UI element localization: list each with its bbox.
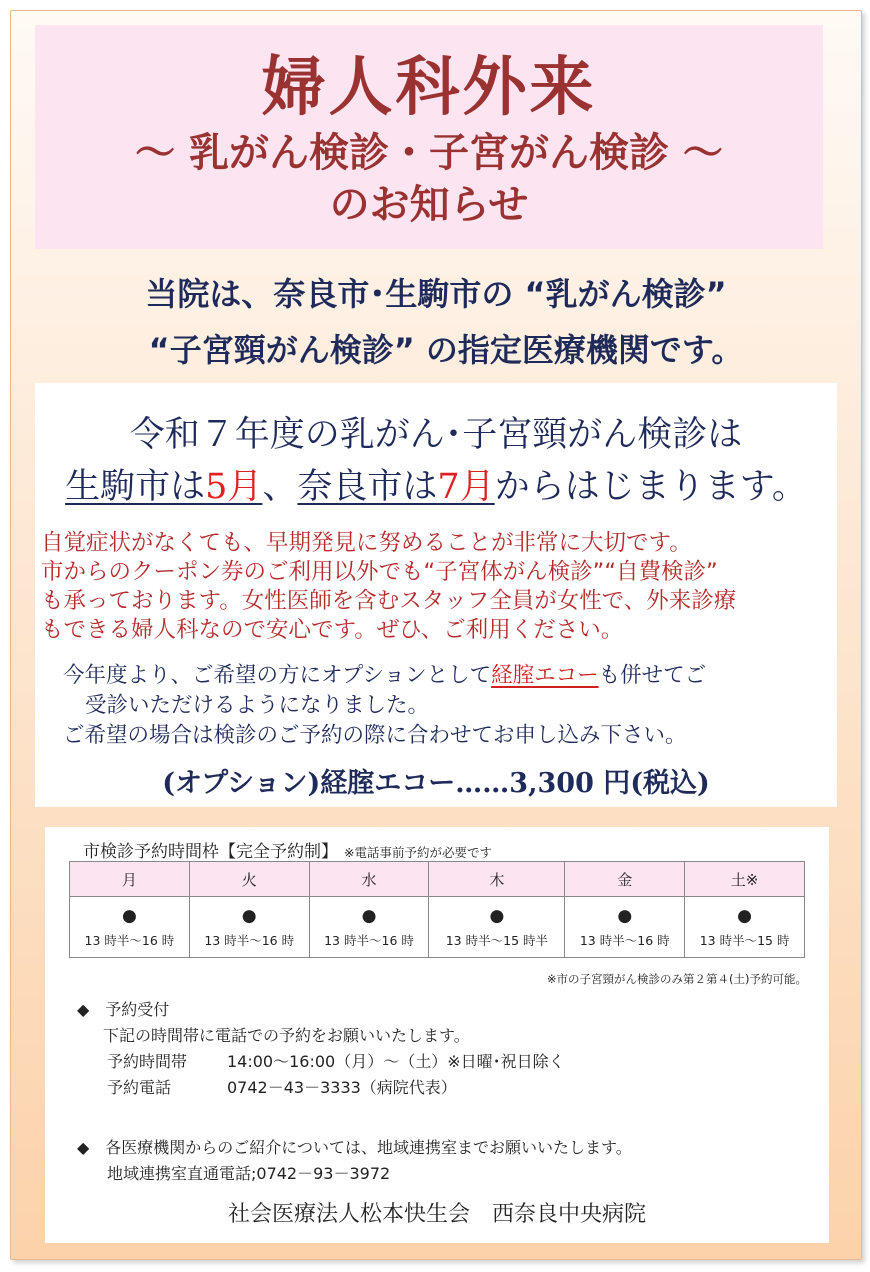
schedule-cell xyxy=(70,897,190,958)
schedule-box xyxy=(45,827,829,1243)
option-text: 今年度より、ご希望の方にオプションとして xyxy=(63,663,492,688)
schedule-row xyxy=(70,897,805,958)
schedule-cell xyxy=(429,897,565,958)
phone-value: 0742－43－3333（病院代表） xyxy=(227,1078,457,1097)
schedule-cell xyxy=(565,897,685,958)
start-dates xyxy=(35,459,837,509)
nara-start xyxy=(297,467,494,507)
notice-line: も承っております。女性医師を含むスタッフ全員が女性で、外来診療 xyxy=(41,588,737,614)
lead-line-2: “子宮頸がん検診” の指定医療機関です。 xyxy=(148,331,744,369)
notice-paragraph xyxy=(41,529,837,645)
option-price: (オプション)経腟エコー……3,300 円(税込) xyxy=(162,768,710,799)
ikoma-month: 5月 xyxy=(205,467,263,507)
notice-line: もできる婦人科なので安心です。ぜひ、ご利用ください。 xyxy=(41,617,624,643)
start-suffix: からはじまります。 xyxy=(494,467,807,507)
day-header: 火 xyxy=(189,862,309,897)
reservation-section xyxy=(77,997,565,1101)
ikoma-label: 生駒市は xyxy=(65,467,206,507)
schedule-table xyxy=(69,861,805,958)
reservation-heading: ◆ 予約受付 xyxy=(77,1000,170,1019)
option-text: も併せてご xyxy=(598,663,707,688)
time-slot: 13 時半～16 時 xyxy=(579,933,670,948)
schedule-title xyxy=(83,837,492,862)
day-header: 月 xyxy=(70,862,190,897)
title-box xyxy=(35,25,823,249)
page-subtitle: ～ 乳がん検診・子宮がん検診 ～ xyxy=(135,130,723,176)
option-line-2: 受診いただけるようになりました。 xyxy=(85,693,430,718)
time-slot: 13 時半～16 時 xyxy=(84,933,175,948)
option-line-3: ご希望の場合は検診のご予約の際に合わせてお申し込み下さい。 xyxy=(63,723,687,748)
hours-value: 14:00～16:00（月）～（土）※日曜･祝日除く xyxy=(227,1052,565,1071)
referral-section xyxy=(77,1135,632,1187)
page-notice-label: のお知らせ xyxy=(329,182,529,228)
referral-heading: ◆ 各医療機関からのご紹介については、地域連携室までお願いいたします。 xyxy=(77,1138,632,1157)
hours-label: 予約時間帯 xyxy=(107,1052,188,1071)
lead-line-1: 当院は、奈良市･生駒市の “乳がん検診” xyxy=(145,275,727,313)
day-header: 水 xyxy=(309,862,429,897)
available-mark: ● xyxy=(617,906,633,926)
available-mark: ● xyxy=(489,906,505,926)
announcement-box xyxy=(35,383,837,807)
reservation-hours xyxy=(77,1049,565,1075)
time-slot: 13 時半～15 時 xyxy=(699,933,790,948)
ikoma-start xyxy=(65,467,262,507)
referral-phone: 地域連携室直通電話;0742－93－3972 xyxy=(107,1164,391,1183)
comma: 、 xyxy=(262,467,298,507)
available-mark: ● xyxy=(361,906,377,926)
nara-month: 7月 xyxy=(437,467,495,507)
reservation-desc: 下記の時間帯に電話での予約をお願いいたします。 xyxy=(103,1026,470,1045)
schedule-title-text: 市検診予約時間枠【完全予約制】 xyxy=(83,842,338,862)
poster xyxy=(10,10,862,1260)
time-slot: 13 時半～16 時 xyxy=(324,933,414,948)
notice-line: 市からのクーポン券のご利用以外でも“子宮体がん検診”“自費検診” xyxy=(41,559,718,585)
available-mark: ● xyxy=(241,906,257,926)
day-header: 土※ xyxy=(685,862,805,897)
notice-line: 自覚症状がなくても、早期発見に努めることが非常に大切です。 xyxy=(41,530,692,556)
schedule-footnote: ※市の子宮頸がん検診のみ第２第４(土)予約可能。 xyxy=(546,972,807,986)
schedule-cell xyxy=(685,897,805,958)
day-header: 金 xyxy=(565,862,685,897)
schedule-cell xyxy=(309,897,429,958)
nara-label: 奈良市は xyxy=(297,467,438,507)
schedule-header-row xyxy=(70,862,805,897)
echo-highlight: 経腟エコー xyxy=(491,663,599,688)
time-slot: 13 時半～16 時 xyxy=(204,933,295,948)
start-heading: 令和７年度の乳がん･子宮頸がん検診は xyxy=(129,415,743,455)
page-title: 婦人科外来 xyxy=(261,51,597,125)
time-slot: 13 時半～15 時半 xyxy=(445,933,548,948)
available-mark: ● xyxy=(121,906,137,926)
day-header: 木 xyxy=(429,862,565,897)
schedule-cell xyxy=(189,897,309,958)
schedule-note: ※電話事前予約が必要です xyxy=(344,845,492,860)
available-mark: ● xyxy=(737,906,752,926)
hospital-name: 社会医療法人松本快生会 西奈良中央病院 xyxy=(227,1202,646,1227)
phone-label: 予約電話 xyxy=(107,1078,172,1097)
reservation-phone xyxy=(77,1075,565,1101)
option-paragraph xyxy=(63,661,833,751)
option-line-1 xyxy=(63,661,833,691)
